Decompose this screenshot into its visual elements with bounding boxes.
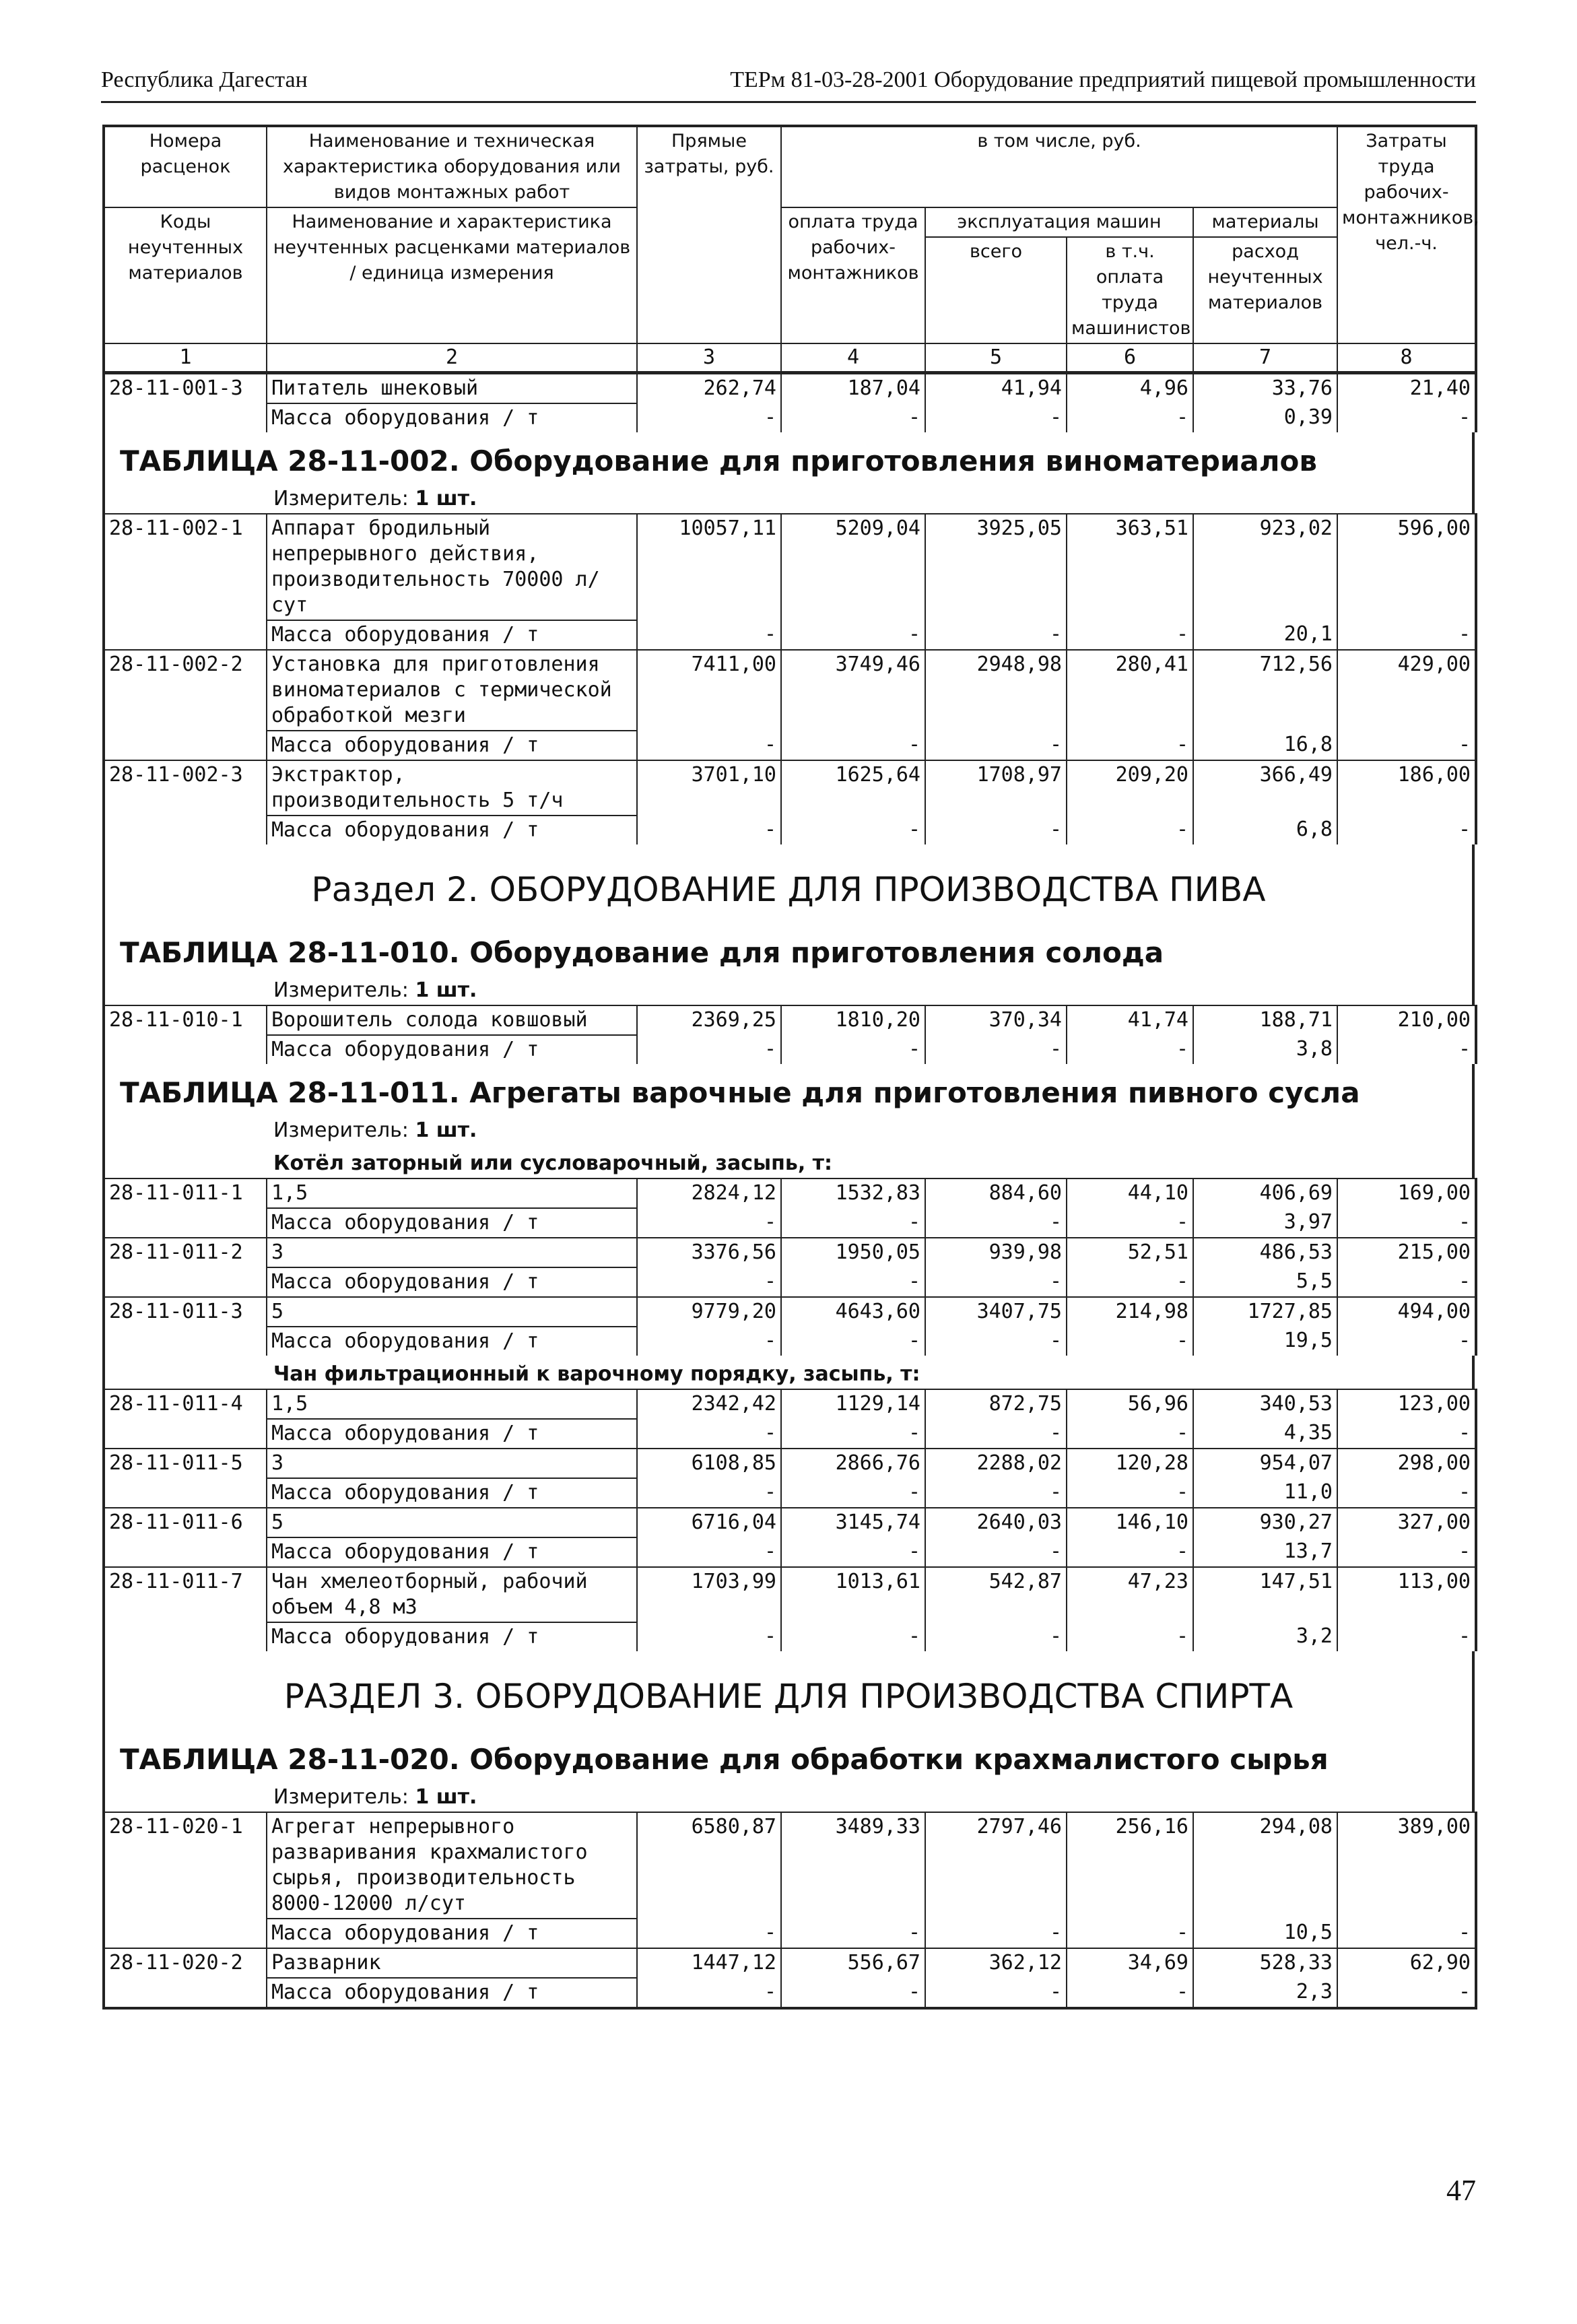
- mass-labor-hours: -: [1337, 1419, 1476, 1449]
- rate-row: [104, 650, 1476, 731]
- measure-unit-value: 1 шт.: [415, 1119, 477, 1142]
- page-number: 47: [1446, 2174, 1476, 2207]
- col3-header: Прямые затраты, руб.: [637, 126, 781, 343]
- mass-labor-hours: -: [1337, 1978, 1476, 2008]
- mass-labor-hours: -: [1337, 816, 1476, 844]
- mass-machinist-labor-cost: -: [1067, 1622, 1193, 1651]
- measure-unit: [105, 1783, 1472, 1812]
- rate-row: [104, 1508, 1476, 1537]
- machinist-labor-cost: 209,20: [1067, 760, 1193, 816]
- rate-row: [104, 760, 1476, 816]
- mass-labor-cost: -: [781, 620, 925, 650]
- mass-materials-cost: 13,7: [1193, 1537, 1337, 1567]
- table-heading-band: [102, 432, 1475, 513]
- mass-labor-hours: -: [1337, 1537, 1476, 1567]
- mass-row: [104, 1978, 1476, 2008]
- mass-materials-cost: 3,2: [1193, 1622, 1337, 1651]
- group-heading: Чан фильтрационный к варочному порядку, засыпь, т:: [273, 1362, 920, 1386]
- rate-row: [104, 1812, 1476, 1919]
- labor-hours: 298,00: [1337, 1449, 1476, 1478]
- machine-cost: 2288,02: [925, 1449, 1067, 1478]
- labor-cost: 2866,76: [781, 1449, 925, 1478]
- machine-cost: 41,94: [925, 374, 1067, 403]
- mass-label: Масса оборудования / т: [267, 1419, 637, 1449]
- mass-machine-cost: -: [925, 403, 1067, 432]
- direct-cost: 3701,10: [637, 760, 781, 816]
- rates-document: [102, 125, 1479, 2010]
- in-total-header: в том числе, руб.: [781, 126, 1337, 207]
- mass-materials-cost: 5,5: [1193, 1267, 1337, 1297]
- direct-cost: 2824,12: [637, 1178, 781, 1208]
- machine-cost: 3925,05: [925, 514, 1067, 620]
- direct-cost: 3376,56: [637, 1238, 781, 1267]
- measure-unit-value: 1 шт.: [415, 487, 477, 510]
- mass-label: Масса оборудования / т: [267, 1478, 637, 1508]
- rate-name: Агрегат непрерывного разваривания крахмалистого сырья, производительность 8000-12000 л/сут: [267, 1812, 637, 1919]
- mass-label: Масса оборудования / т: [267, 620, 637, 650]
- materials-cost: 406,69: [1193, 1178, 1337, 1208]
- rate-name: 3: [267, 1449, 637, 1478]
- mass-machinist-labor-cost: -: [1067, 1478, 1193, 1508]
- mass-machine-cost: -: [925, 1419, 1067, 1449]
- column-number: 4: [781, 343, 925, 372]
- table-heading-band: [102, 1064, 1475, 1178]
- mass-row: [104, 1208, 1476, 1238]
- materials-cost: 528,33: [1193, 1948, 1337, 1978]
- header-rule: [101, 101, 1476, 103]
- labor-hours: 210,00: [1337, 1005, 1476, 1035]
- mass-row: [104, 1327, 1476, 1356]
- group-heading-band: [102, 1356, 1475, 1389]
- machine-cost: 362,12: [925, 1948, 1067, 1978]
- mass-materials-cost: 3,97: [1193, 1208, 1337, 1238]
- materials-cost: 712,56: [1193, 650, 1337, 731]
- rate-row: [104, 374, 1476, 403]
- measure-unit: [105, 976, 1472, 1005]
- labor-hours: 113,00: [1337, 1567, 1476, 1622]
- mass-labor-cost: -: [781, 1035, 925, 1064]
- machine-cost: 3407,75: [925, 1297, 1067, 1327]
- mass-machine-cost: -: [925, 1478, 1067, 1508]
- machinist-labor-cost: 120,28: [1067, 1449, 1193, 1478]
- labor-cost: 3145,74: [781, 1508, 925, 1537]
- mass-row: [104, 1537, 1476, 1567]
- table-title: ТАБЛИЦА 28-11-010. Оборудование для приготовления солода: [120, 936, 1164, 969]
- col8-header: Затраты труда рабочих-монтажников, чел.-ч.: [1337, 126, 1476, 343]
- measure-unit: [105, 1116, 1472, 1145]
- mass-machinist-labor-cost: -: [1067, 1419, 1193, 1449]
- mass-labor-cost: -: [781, 403, 925, 432]
- labor-cost: 1625,64: [781, 760, 925, 816]
- table-title: ТАБЛИЦА 28-11-020. Оборудование для обработки крахмалистого сырья: [120, 1743, 1329, 1776]
- machine-cost: 370,34: [925, 1005, 1067, 1035]
- labor-cost: 4643,60: [781, 1297, 925, 1327]
- labor-cost: 3749,46: [781, 650, 925, 731]
- mass-machine-cost: -: [925, 1537, 1067, 1567]
- rate-code: 28-11-002-1: [104, 514, 267, 650]
- labor-hours: 169,00: [1337, 1178, 1476, 1208]
- mass-labor-hours: -: [1337, 620, 1476, 650]
- mass-labor-hours: -: [1337, 1208, 1476, 1238]
- mass-machinist-labor-cost: -: [1067, 1208, 1193, 1238]
- rate-row: [104, 1389, 1476, 1419]
- materials-cost: 366,49: [1193, 760, 1337, 816]
- materials-cost: 33,76: [1193, 374, 1337, 403]
- mass-labor-cost: -: [781, 1537, 925, 1567]
- labor-hours: 494,00: [1337, 1297, 1476, 1327]
- mass-direct-cost: -: [637, 403, 781, 432]
- mass-label: Масса оборудования / т: [267, 1919, 637, 1948]
- mass-direct-cost: -: [637, 1478, 781, 1508]
- mass-machinist-labor-cost: -: [1067, 1327, 1193, 1356]
- materials-cost: 954,07: [1193, 1449, 1337, 1478]
- mass-label: Масса оборудования / т: [267, 1537, 637, 1567]
- mass-direct-cost: -: [637, 1537, 781, 1567]
- column-number: 5: [925, 343, 1067, 372]
- labor-cost: 187,04: [781, 374, 925, 403]
- mass-row: [104, 403, 1476, 432]
- mass-labor-cost: -: [781, 1327, 925, 1356]
- rate-code: 28-11-001-3: [104, 374, 267, 432]
- mass-direct-cost: -: [637, 731, 781, 760]
- column-number: 6: [1067, 343, 1193, 372]
- mass-machine-cost: -: [925, 1622, 1067, 1651]
- mass-row: [104, 1267, 1476, 1297]
- machinist-labor-cost: 44,10: [1067, 1178, 1193, 1208]
- rate-code: 28-11-010-1: [104, 1005, 267, 1064]
- mass-row: [104, 731, 1476, 760]
- rate-name: Питатель шнековый: [267, 374, 637, 403]
- col5-header: всего: [925, 237, 1067, 343]
- labor-hours: 21,40: [1337, 374, 1476, 403]
- col2-header-top: Наименование и техническая характеристика оборудования или видов монтажных работ: [267, 126, 637, 207]
- labor-hours: 186,00: [1337, 760, 1476, 816]
- section-title: Раздел 2. ОБОРУДОВАНИЕ ДЛЯ ПРОИЗВОДСТВА ПИВА: [311, 870, 1266, 909]
- rate-row: [104, 1178, 1476, 1208]
- col7-header: расход неучтенных материалов: [1193, 237, 1337, 343]
- direct-cost: 1703,99: [637, 1567, 781, 1622]
- mass-row: [104, 620, 1476, 650]
- rate-name: 1,5: [267, 1389, 637, 1419]
- header-region: Республика Дагестан: [101, 67, 308, 92]
- rate-row: [104, 1948, 1476, 1978]
- materials-cost: 923,02: [1193, 514, 1337, 620]
- col4-header: оплата труда рабочих-монтажников: [781, 207, 925, 343]
- mass-labor-hours: -: [1337, 1327, 1476, 1356]
- mass-machinist-labor-cost: -: [1067, 816, 1193, 844]
- machine-cost: 2797,46: [925, 1812, 1067, 1919]
- rate-name: 1,5: [267, 1178, 637, 1208]
- mass-row: [104, 1622, 1476, 1651]
- mass-machinist-labor-cost: -: [1067, 1978, 1193, 2008]
- mass-direct-cost: -: [637, 1267, 781, 1297]
- mass-materials-cost: 0,39: [1193, 403, 1337, 432]
- rate-code: 28-11-011-4: [104, 1389, 267, 1449]
- mass-labor-cost: -: [781, 1478, 925, 1508]
- rate-code: 28-11-020-2: [104, 1948, 267, 2008]
- col2-header-bottom: Наименование и характеристика неучтенных расценками материалов / единица измерения: [267, 207, 637, 343]
- mass-labor-cost: -: [781, 816, 925, 844]
- machinist-labor-cost: 214,98: [1067, 1297, 1193, 1327]
- materials-cost: 294,08: [1193, 1812, 1337, 1919]
- direct-cost: 9779,20: [637, 1297, 781, 1327]
- mass-label: Масса оборудования / т: [267, 1978, 637, 2008]
- materials-cost: 930,27: [1193, 1508, 1337, 1537]
- machinist-labor-cost: 256,16: [1067, 1812, 1193, 1919]
- section-heading-band: [102, 844, 1475, 1005]
- direct-cost: 2369,25: [637, 1005, 781, 1035]
- mass-row: [104, 1419, 1476, 1449]
- direct-cost: 6108,85: [637, 1449, 781, 1478]
- mass-machine-cost: -: [925, 1035, 1067, 1064]
- machines-header: эксплуатация машин: [925, 207, 1193, 237]
- machine-cost: 884,60: [925, 1178, 1067, 1208]
- mass-machine-cost: -: [925, 1978, 1067, 2008]
- section-heading-band: [102, 1651, 1475, 1812]
- materials-cost: 486,53: [1193, 1238, 1337, 1267]
- mass-labor-hours: -: [1337, 403, 1476, 432]
- rate-code: 28-11-011-5: [104, 1449, 267, 1508]
- rate-rows-block: [102, 1812, 1477, 2010]
- column-header-table: [102, 125, 1477, 373]
- measure-unit-label: Измеритель:: [273, 487, 409, 510]
- column-number: 3: [637, 343, 781, 372]
- machine-cost: 1708,97: [925, 760, 1067, 816]
- mass-direct-cost: -: [637, 1327, 781, 1356]
- mass-labor-cost: -: [781, 1267, 925, 1297]
- materials-cost: 1727,85: [1193, 1297, 1337, 1327]
- direct-cost: 1447,12: [637, 1948, 781, 1978]
- rate-rows-block: [102, 513, 1477, 844]
- machine-cost: 2640,03: [925, 1508, 1067, 1537]
- labor-cost: 3489,33: [781, 1812, 925, 1919]
- measure-unit-value: 1 шт.: [415, 978, 477, 1002]
- labor-hours: 596,00: [1337, 514, 1476, 620]
- labor-cost: 556,67: [781, 1948, 925, 1978]
- machinist-labor-cost: 4,96: [1067, 374, 1193, 403]
- labor-hours: 327,00: [1337, 1508, 1476, 1537]
- machinist-labor-cost: 280,41: [1067, 650, 1193, 731]
- mass-direct-cost: -: [637, 620, 781, 650]
- mass-materials-cost: 16,8: [1193, 731, 1337, 760]
- mass-row: [104, 816, 1476, 844]
- materials-cost: 340,53: [1193, 1389, 1337, 1419]
- rate-row: [104, 1449, 1476, 1478]
- machinist-labor-cost: 146,10: [1067, 1508, 1193, 1537]
- mass-labor-hours: -: [1337, 1478, 1476, 1508]
- mass-labor-hours: -: [1337, 731, 1476, 760]
- machine-cost: 542,87: [925, 1567, 1067, 1622]
- mass-direct-cost: -: [637, 1978, 781, 2008]
- machinist-labor-cost: 34,69: [1067, 1948, 1193, 1978]
- mass-labor-hours: -: [1337, 1622, 1476, 1651]
- mass-materials-cost: 3,8: [1193, 1035, 1337, 1064]
- direct-cost: 10057,11: [637, 514, 781, 620]
- rate-name: Установка для приготовления виноматериалов с термической обработкой мезги: [267, 650, 637, 731]
- header-document-code: ТЕРм 81-03-28-2001 Оборудование предприятий пищевой промышленности: [730, 67, 1476, 92]
- mass-direct-cost: -: [637, 1419, 781, 1449]
- mass-machinist-labor-cost: -: [1067, 403, 1193, 432]
- mass-labor-cost: -: [781, 1622, 925, 1651]
- mass-machine-cost: -: [925, 620, 1067, 650]
- rate-row: [104, 1238, 1476, 1267]
- mass-machinist-labor-cost: -: [1067, 731, 1193, 760]
- table-title: ТАБЛИЦА 28-11-011. Агрегаты варочные для приготовления пивного сусла: [120, 1076, 1360, 1109]
- labor-hours: 389,00: [1337, 1812, 1476, 1919]
- mass-machinist-labor-cost: -: [1067, 1537, 1193, 1567]
- rate-code: 28-11-002-2: [104, 650, 267, 760]
- labor-cost: 5209,04: [781, 514, 925, 620]
- mass-materials-cost: 4,35: [1193, 1419, 1337, 1449]
- rate-name: Ворошитель солода ковшовый: [267, 1005, 637, 1035]
- direct-cost: 7411,00: [637, 650, 781, 731]
- rate-rows-block: [102, 1005, 1477, 1064]
- mass-direct-cost: -: [637, 1035, 781, 1064]
- mass-row: [104, 1035, 1476, 1064]
- mass-label: Масса оборудования / т: [267, 1267, 637, 1297]
- column-number: 7: [1193, 343, 1337, 372]
- labor-hours: 429,00: [1337, 650, 1476, 731]
- materials-cost: 147,51: [1193, 1567, 1337, 1622]
- mass-machinist-labor-cost: -: [1067, 620, 1193, 650]
- mass-machine-cost: -: [925, 1208, 1067, 1238]
- rate-code: 28-11-011-6: [104, 1508, 267, 1567]
- machine-cost: 939,98: [925, 1238, 1067, 1267]
- mass-machine-cost: -: [925, 816, 1067, 844]
- rate-name: Чан хмелеотборный, рабочий объем 4,8 м3: [267, 1567, 637, 1622]
- machinist-labor-cost: 47,23: [1067, 1567, 1193, 1622]
- rate-name: Экстрактор, производительность 5 т/ч: [267, 760, 637, 816]
- machinist-labor-cost: 52,51: [1067, 1238, 1193, 1267]
- mass-row: [104, 1919, 1476, 1948]
- mass-row: [104, 1478, 1476, 1508]
- mass-labor-hours: -: [1337, 1267, 1476, 1297]
- rate-rows-block: [102, 373, 1477, 432]
- mass-labor-cost: -: [781, 1978, 925, 2008]
- rate-name: 3: [267, 1238, 637, 1267]
- labor-cost: 1810,20: [781, 1005, 925, 1035]
- mass-labor-cost: -: [781, 1208, 925, 1238]
- measure-unit-label: Измеритель:: [273, 1785, 409, 1809]
- mass-materials-cost: 2,3: [1193, 1978, 1337, 2008]
- column-number: 1: [104, 343, 267, 372]
- mass-direct-cost: -: [637, 1919, 781, 1948]
- rate-code: 28-11-011-1: [104, 1178, 267, 1238]
- mass-machine-cost: -: [925, 731, 1067, 760]
- mass-labor-cost: -: [781, 731, 925, 760]
- mass-materials-cost: 6,8: [1193, 816, 1337, 844]
- labor-cost: 1013,61: [781, 1567, 925, 1622]
- rate-row: [104, 1297, 1476, 1327]
- mass-materials-cost: 10,5: [1193, 1919, 1337, 1948]
- labor-cost: 1532,83: [781, 1178, 925, 1208]
- mass-machinist-labor-cost: -: [1067, 1035, 1193, 1064]
- mass-label: Масса оборудования / т: [267, 403, 637, 432]
- mass-direct-cost: -: [637, 1208, 781, 1238]
- mass-labor-cost: -: [781, 1419, 925, 1449]
- rate-row: [104, 1005, 1476, 1035]
- rate-rows-block: [102, 1178, 1477, 1356]
- measure-unit-label: Измеритель:: [273, 978, 409, 1002]
- measure-unit-value: 1 шт.: [415, 1785, 477, 1809]
- mass-machinist-labor-cost: -: [1067, 1267, 1193, 1297]
- mass-machine-cost: -: [925, 1919, 1067, 1948]
- section-title: РАЗДЕЛ 3. ОБОРУДОВАНИЕ ДЛЯ ПРОИЗВОДСТВА СПИРТА: [283, 1677, 1294, 1716]
- mass-labor-hours: -: [1337, 1035, 1476, 1064]
- labor-cost: 1950,05: [781, 1238, 925, 1267]
- measure-unit: [105, 484, 1472, 513]
- labor-cost: 1129,14: [781, 1389, 925, 1419]
- direct-cost: 2342,42: [637, 1389, 781, 1419]
- mass-labor-hours: -: [1337, 1919, 1476, 1948]
- mass-labor-cost: -: [781, 1919, 925, 1948]
- col1-header-bottom: Коды неучтенных материалов: [104, 207, 267, 343]
- direct-cost: 6580,87: [637, 1812, 781, 1919]
- column-number: 8: [1337, 343, 1476, 372]
- mass-materials-cost: 11,0: [1193, 1478, 1337, 1508]
- mass-materials-cost: 19,5: [1193, 1327, 1337, 1356]
- machine-cost: 872,75: [925, 1389, 1067, 1419]
- mass-label: Масса оборудования / т: [267, 1035, 637, 1064]
- mass-machine-cost: -: [925, 1327, 1067, 1356]
- direct-cost: 6716,04: [637, 1508, 781, 1537]
- rate-code: 28-11-020-1: [104, 1812, 267, 1948]
- rate-row: [104, 514, 1476, 620]
- materials-header: материалы: [1193, 207, 1337, 237]
- direct-cost: 262,74: [637, 374, 781, 403]
- mass-machinist-labor-cost: -: [1067, 1919, 1193, 1948]
- rate-name: Аппарат бродильный непрерывного действия, производительность 70000 л/сут: [267, 514, 637, 620]
- mass-label: Масса оборудования / т: [267, 731, 637, 760]
- machinist-labor-cost: 363,51: [1067, 514, 1193, 620]
- machinist-labor-cost: 41,74: [1067, 1005, 1193, 1035]
- machinist-labor-cost: 56,96: [1067, 1389, 1193, 1419]
- labor-hours: 62,90: [1337, 1948, 1476, 1978]
- rate-row: [104, 1567, 1476, 1622]
- rate-name: Разварник: [267, 1948, 637, 1978]
- mass-direct-cost: -: [637, 1622, 781, 1651]
- measure-unit-label: Измеритель:: [273, 1119, 409, 1142]
- mass-label: Масса оборудования / т: [267, 1327, 637, 1356]
- mass-direct-cost: -: [637, 816, 781, 844]
- col6-header: в т.ч. оплата труда машинистов: [1067, 237, 1193, 343]
- materials-cost: 188,71: [1193, 1005, 1337, 1035]
- column-number: 2: [267, 343, 637, 372]
- mass-label: Масса оборудования / т: [267, 1208, 637, 1238]
- rate-name: 5: [267, 1508, 637, 1537]
- rate-code: 28-11-011-3: [104, 1297, 267, 1356]
- rate-code: 28-11-011-2: [104, 1238, 267, 1297]
- rate-name: 5: [267, 1297, 637, 1327]
- rate-code: 28-11-011-7: [104, 1567, 267, 1651]
- machine-cost: 2948,98: [925, 650, 1067, 731]
- table-title: ТАБЛИЦА 28-11-002. Оборудование для приготовления виноматериалов: [120, 444, 1317, 477]
- group-heading: Котёл заторный или сусловарочный, засыпь, т:: [273, 1152, 833, 1175]
- labor-hours: 123,00: [1337, 1389, 1476, 1419]
- mass-label: Масса оборудования / т: [267, 1622, 637, 1651]
- mass-materials-cost: 20,1: [1193, 620, 1337, 650]
- col1-header-top: Номера расценок: [104, 126, 267, 207]
- rate-code: 28-11-002-3: [104, 760, 267, 844]
- mass-machine-cost: -: [925, 1267, 1067, 1297]
- rate-rows-block: [102, 1389, 1477, 1651]
- mass-label: Масса оборудования / т: [267, 816, 637, 844]
- labor-hours: 215,00: [1337, 1238, 1476, 1267]
